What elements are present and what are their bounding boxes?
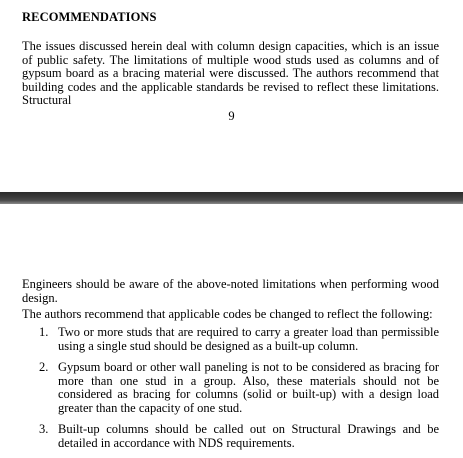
list-item-number: 3. [39, 422, 49, 436]
list-item [22, 326, 439, 353]
document-page-bottom [0, 204, 463, 457]
page-separator [0, 192, 463, 204]
page-number: 9 [228, 109, 235, 123]
body-paragraph: The authors recommend that applicable codes be changed to reflect the following: [22, 307, 433, 321]
recommendation-list [22, 326, 439, 458]
list-item-text: Built-up columns should be called out on Structural Drawings and be detailed in accordance with NDS requirements. [58, 422, 439, 450]
list-item [22, 361, 439, 415]
section-heading: RECOMMENDATIONS [22, 10, 157, 24]
list-item-number: 2. [39, 360, 49, 374]
list-item-text: Two or more studs that are required to carry a greater load than permissible using a single stud should be designed as a built-up column. [58, 325, 439, 353]
body-paragraph: Engineers should be aware of the above-noted limitations when performing wood design. [22, 277, 439, 305]
body-paragraph: The issues discussed herein deal with column design capacities, which is an issue of public safety. The limitations of multiple wood studs used as columns and of gypsum board as a bracing material were discussed. The authors recommend that building codes and the applicable standards be revised to reflect these limitations. Structural [22, 39, 439, 107]
list-item-text: Gypsum board or other wall paneling is not to be considered as bracing for more than one stud in a group. Also, these materials should not be considered as bracing for columns (solid or built-up) with a design load greater than the capacity of one stud. [58, 360, 439, 415]
list-item [22, 423, 439, 450]
document-page-top [0, 0, 463, 192]
list-item-number: 1. [39, 325, 49, 339]
